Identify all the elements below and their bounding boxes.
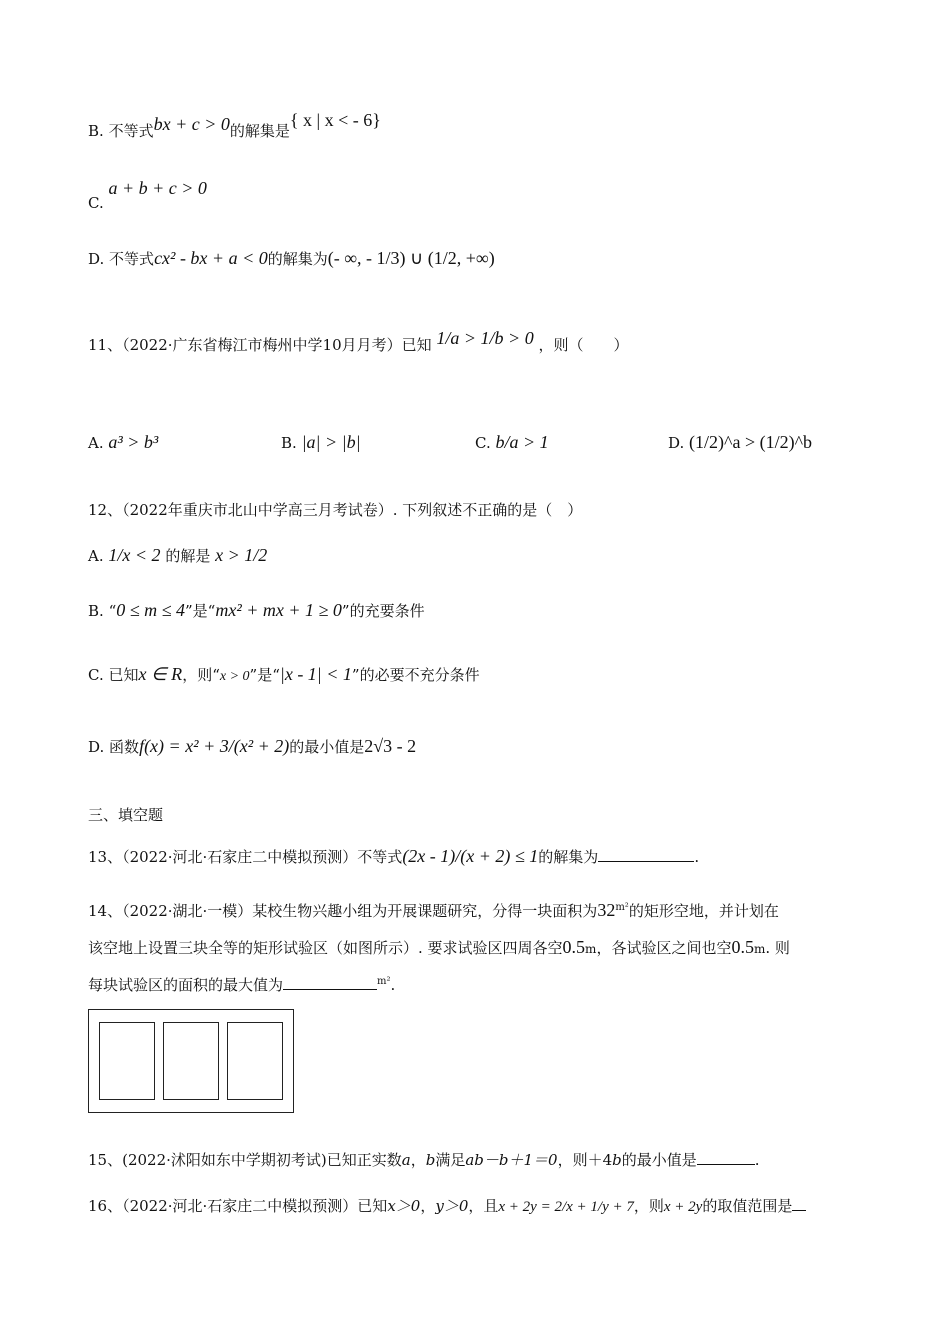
field-figure <box>88 1009 294 1113</box>
option-c: C. a + b + c > 0 <box>88 178 207 212</box>
answer-blank[interactable] <box>283 975 377 990</box>
q11-condition: 1/a > 1/b > 0 <box>436 328 534 348</box>
math-interval: (- ∞, - 1/3) ∪ (1/2, +∞) <box>327 248 495 268</box>
q11-option-d: D. (1/2)^a > (1/2)^b <box>668 432 813 452</box>
test-plot-1 <box>99 1022 155 1100</box>
q14-line1: 14、（2022·湖北·一模）某校生物兴趣小组为开展课题研究，分得一块面积为$32^{m^2}$的矩形空地，并计划在 <box>88 900 779 920</box>
option-b: B. 不等式bx + c > 0的解集是{ x | x < - 6} <box>88 110 381 140</box>
q12-stem: 12、（2022年重庆市北山中学高三月考试卷）. 下列叙述不正确的是（ ） <box>88 501 583 519</box>
q11-stem: 11、（2022·广东省梅江市梅州中学10月月考）已知 1/a > 1/b > 0 ，则（ ） <box>88 328 629 354</box>
q11-option-a: A. a³ > b³ <box>88 432 159 452</box>
answer-blank[interactable] <box>792 1196 806 1211</box>
q14-line3: 每块试验区的面积的最大值为 $^{m^2}$. <box>88 976 396 994</box>
q14-line2: 该空地上设置三块全等的矩形试验区（如图所示）. 要求试验区四周各空0.5m，各试验区之间也空0.5m. 则 <box>88 937 790 957</box>
option-d: D. 不等式cx² - bx + a < 0的解集为(- ∞, - 1/3) ∪ (1/2, +∞) <box>88 248 495 268</box>
answer-blank[interactable] <box>697 1150 755 1165</box>
q11-option-b: B. |a| > |b| <box>281 432 361 452</box>
q12-option-a: A. 1/x < 2 的解是 x > 1/2 <box>88 545 268 565</box>
section-heading: 三、填空题 <box>88 806 164 824</box>
q13: 13、（2022·河北·石家庄二中模拟预测）不等式(2x - 1)/(x + 2) ≤ 1的解集为 . <box>88 846 700 866</box>
q12-option-b: B. “0 ≤ m ≤ 4”是“mx² + mx + 1 ≥ 0”的充要条件 <box>88 600 425 620</box>
q12-option-c: C. 已知x ∈ R，则“x > 0”是“|x - 1| < 1”的必要不充分条件 <box>88 664 480 684</box>
q11-option-c: C. b/a > 1 <box>475 432 549 452</box>
q12-option-d: D. 函数f(x) = x² + 3/(x² + 2)的最小值是2√3 - 2 <box>88 736 417 756</box>
test-plot-2 <box>163 1022 219 1100</box>
q16: 16、（2022·河北·石家庄二中模拟预测）已知x＞0，y＞0，且x + 2y = 2/x + 1/y + 7，则x + 2y的取值范围是 <box>88 1195 806 1216</box>
math-set: { x | x < - 6} <box>289 110 381 130</box>
test-plot-3 <box>227 1022 283 1100</box>
answer-blank[interactable] <box>598 847 694 862</box>
math-bx-c: bx + c > 0 <box>153 114 230 134</box>
q15: 15、(2022·沭阳如东中学期初考试)已知正实数a，b满足ab－b＋1＝0，则＋4b的最小值是 . <box>88 1151 760 1169</box>
